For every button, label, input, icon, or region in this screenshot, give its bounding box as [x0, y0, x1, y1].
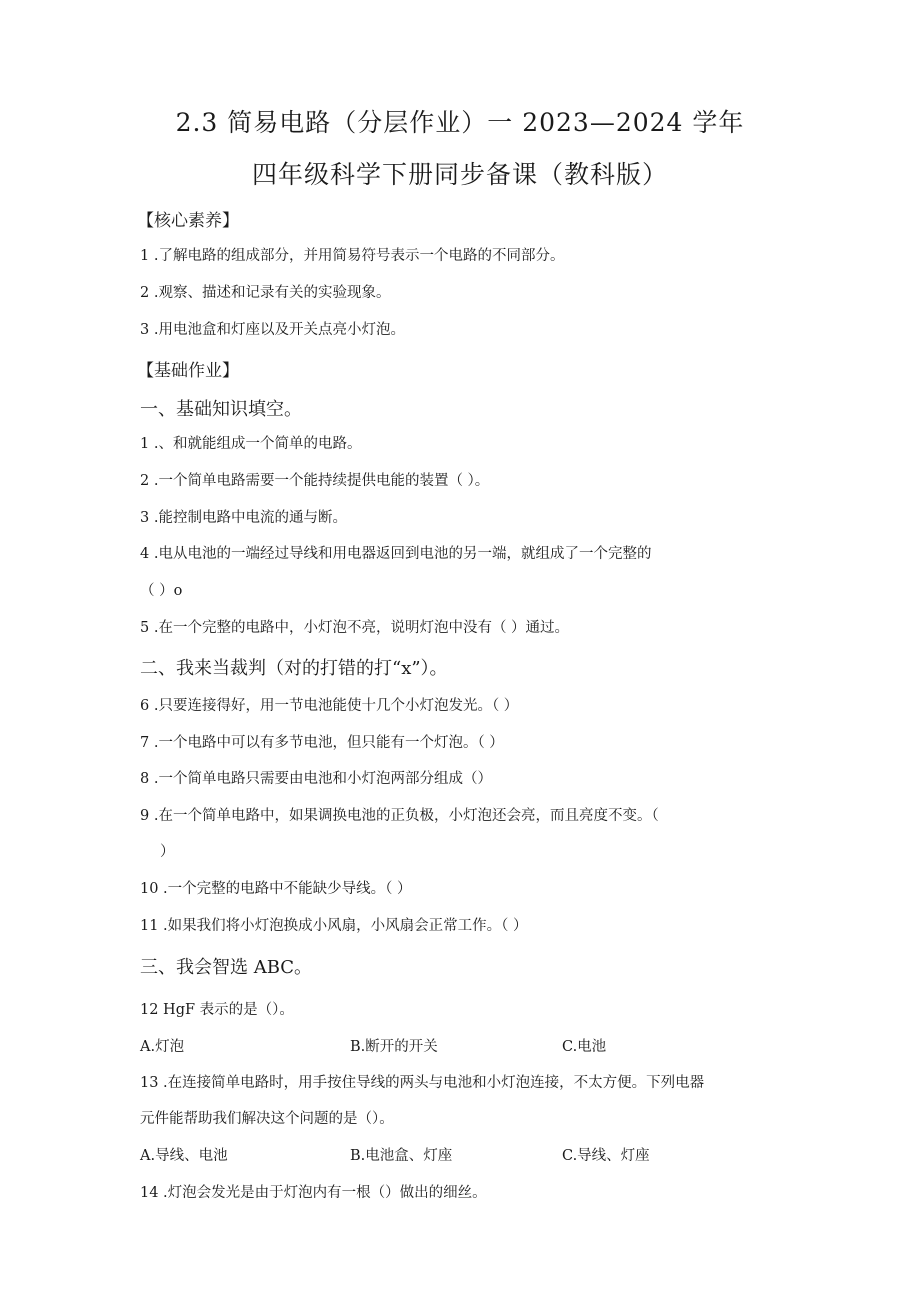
question-1: 1 .、和就能组成一个简单的电路。: [140, 436, 362, 452]
core-item-3: 3 .用电池盒和灯座以及开关点亮小灯泡。: [140, 322, 405, 338]
question-12: 12 HgF 表示的是（）。: [140, 1002, 294, 1018]
question-14: 14 .灯泡会发光是由于灯泡内有一根（）做出的细丝。: [140, 1185, 487, 1201]
core-item-1: 1 .了解电路的组成部分，并用简易符号表示一个电路的不同部分。: [140, 248, 565, 264]
question-5: 5 .在一个完整的电路中，小灯泡不亮，说明灯泡中没有（ ）通过。: [140, 620, 570, 636]
question-6: 6 .只要连接得好，用一节电池能使十几个小灯泡发光。（ ）: [140, 698, 519, 714]
document-title-line-1: 2.3 简易电路（分层作业）一 2023—2024 学年: [175, 108, 745, 137]
question-12-option-c: C.电池: [562, 1039, 607, 1055]
question-13-line-2: 元件能帮助我们解决这个问题的是（）。: [140, 1111, 394, 1127]
part1-heading: 一、基础知识填空。: [140, 399, 302, 420]
document-title-line-2: 四年级科学下册同步备课（教科版）: [251, 160, 668, 189]
basic-homework-heading: 【基础作业】: [137, 361, 239, 381]
question-12-option-a: A.灯泡: [140, 1039, 185, 1055]
question-9-line-1: 9 .在一个简单电路中，如果调换电池的正负极，小灯泡还会亮，而且亮度不变。（: [140, 808, 659, 824]
question-8: 8 .一个简单电路只需要由电池和小灯泡两部分组成（）: [140, 771, 492, 787]
question-7: 7 .一个电路中可以有多节电池，但只能有一个灯泡。（ ）: [140, 735, 504, 751]
core-literacy-heading: 【核心素养】: [137, 211, 239, 231]
question-9-line-2: ）: [160, 844, 175, 860]
question-13-option-a: A.导线、电池: [140, 1148, 228, 1164]
question-11: 11 .如果我们将小灯泡换成小风扇，小风扇会正常工作。（ ）: [140, 918, 528, 934]
question-4-line-2: （ ）o: [140, 583, 183, 599]
question-3: 3 .能控制电路中电流的通与断。: [140, 510, 347, 526]
question-10: 10 .一个完整的电路中不能缺少导线。（ ）: [140, 881, 412, 897]
question-13-option-b: B.电池盒、灯座: [350, 1148, 453, 1164]
question-13-option-c: C.导线、灯座: [562, 1148, 650, 1164]
core-item-2: 2 .观察、描述和记录有关的实验现象。: [140, 285, 391, 301]
part3-heading: 三、我会智选 ABC。: [140, 957, 313, 978]
part2-heading: 二、我来当裁判（对的打错的打“x”）。: [140, 658, 448, 679]
question-12-option-b: B.断开的开关: [350, 1039, 438, 1055]
question-2: 2 .一个简单电路需要一个能持续提供电能的装置（ ）。: [140, 473, 490, 489]
question-13-line-1: 13 .在连接简单电路时，用手按住导线的两头与电池和小灯泡连接，不太方便。下列电器: [140, 1075, 705, 1091]
question-4-line-1: 4 .电从电池的一端经过导线和用电器返回到电池的另一端，就组成了一个完整的: [140, 546, 652, 562]
